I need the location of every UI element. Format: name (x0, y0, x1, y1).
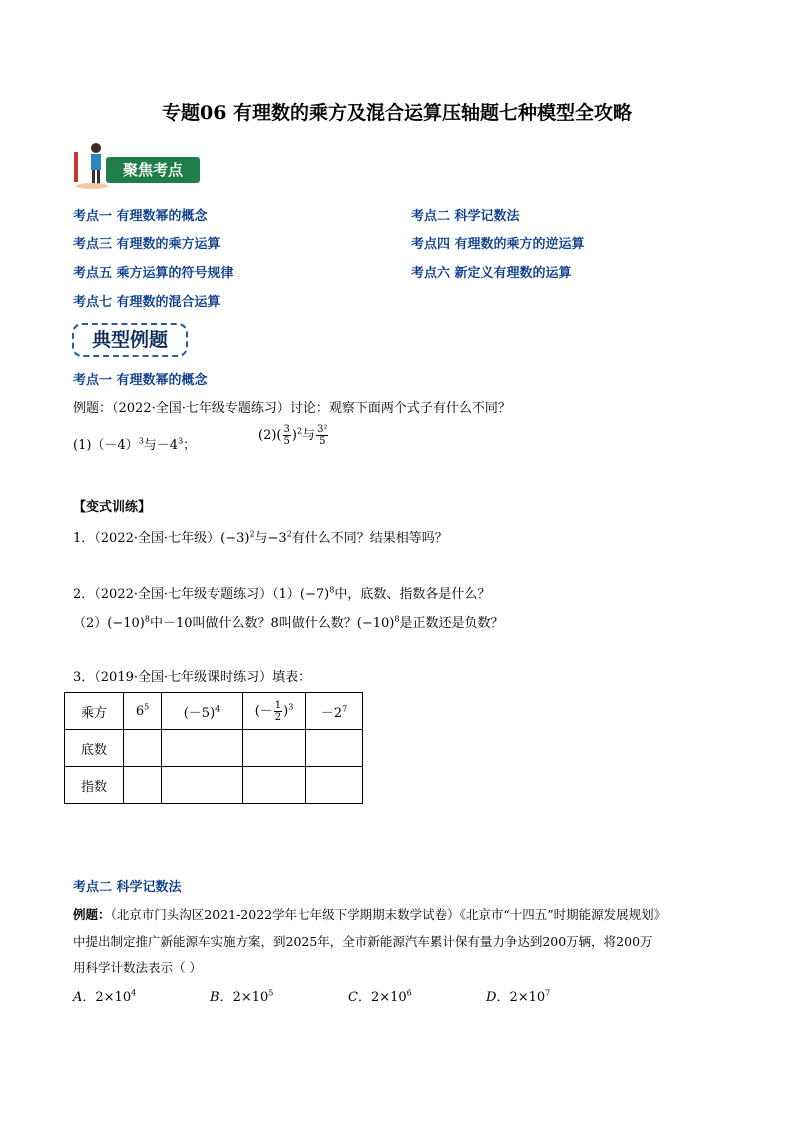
empty-cell (162, 730, 243, 767)
empty-cell (162, 767, 243, 804)
topic-2: 考点二 科学记数法 (411, 209, 520, 224)
cell-power-1: $6^5$ (124, 693, 162, 730)
empty-cell (306, 767, 363, 804)
power-table (64, 692, 363, 804)
empty-cell (124, 767, 162, 804)
question-2b: $(2)(-10)^8$中－10叫做什么数？8叫做什么数？$(-10)^8$是正数还是负数？ (73, 614, 504, 631)
option-c: C．$2\times 10^6$ (348, 988, 412, 1005)
empty-cell (243, 767, 306, 804)
section1-example: 例题：（2022·全国·七年级专题练习）讨论：观察下面两个式子有什么不同？ (73, 401, 511, 416)
question-3: 3．（2019·全国·七年级课时练习）填表： (73, 670, 312, 685)
typical-examples-badge: 典型例题 (72, 323, 188, 357)
cell-power-3: (－ $\frac{1}{2}$ )$^3$ (243, 693, 306, 730)
section2-heading: 考点二 科学记数法 (73, 880, 182, 895)
option-d: D．$2\times 10^7$ (486, 988, 551, 1005)
option-b: B．$2\times 10^5$ (210, 988, 274, 1005)
focus-topics-label: 聚焦考点 (106, 157, 200, 183)
topic-4: 考点四 有理数的乘方的逆运算 (411, 237, 585, 252)
topic-7: 考点七 有理数的混合运算 (73, 295, 221, 310)
cell-power-4: $-2^7$ (306, 693, 363, 730)
question-1: 1．（2022·全国·七年级）$(-3)^2$与$-3^2$有什么不同？结果相等吗？ (73, 529, 448, 546)
problem-2: (2)( $\frac{3}{5}$ )$^2$与 $\frac{\text{3²}}{5}$ (258, 424, 328, 447)
table-row (65, 693, 363, 730)
variant-training-label: 【变式训练】 (73, 500, 152, 515)
table-row (65, 730, 363, 767)
topic-3: 考点三 有理数的乘方运算 (73, 237, 221, 252)
cell-power-2: $(-5)^4$ (162, 693, 243, 730)
focus-topics-badge (72, 140, 202, 192)
row-label-exponent: 指数 (65, 767, 124, 804)
problem-1: $(1)(-4)^3$与$-4^3$； (73, 436, 197, 453)
empty-cell (243, 730, 306, 767)
empty-cell (306, 730, 363, 767)
option-a: A．$2\times 10^4$ (73, 988, 137, 1005)
question-2: 2．（2022·全国·七年级专题练习）$(1)(-7)^8$中，底数、指数各是什么？ (73, 585, 491, 602)
section2-line2: 中提出制定推广新能源车实施方案，到2025年，全市新能源汽车累计保有量力争达到200万辆，将200万 (73, 934, 653, 949)
empty-cell (124, 730, 162, 767)
section2-line1: 例题：（北京市门头沟区2021-2022学年七年级下学期期末数学试卷）《北京市“十四五”时期能源发展规划》 (73, 907, 667, 922)
topic-5: 考点五 乘方运算的符号规律 (73, 266, 234, 281)
table-row (65, 767, 363, 804)
topic-6: 考点六 新定义有理数的运算 (411, 266, 572, 281)
row-label-power: 乘方 (65, 693, 124, 730)
row-label-base: 底数 (65, 730, 124, 767)
section2-line3: 用科学计数法表示（ ） (73, 960, 202, 975)
section1-heading: 考点一 有理数幂的概念 (73, 373, 208, 388)
page-title: 专题06 有理数的乘方及混合运算压轴题七种模型全攻略 (161, 102, 633, 124)
topic-1: 考点一 有理数幂的概念 (73, 209, 208, 224)
